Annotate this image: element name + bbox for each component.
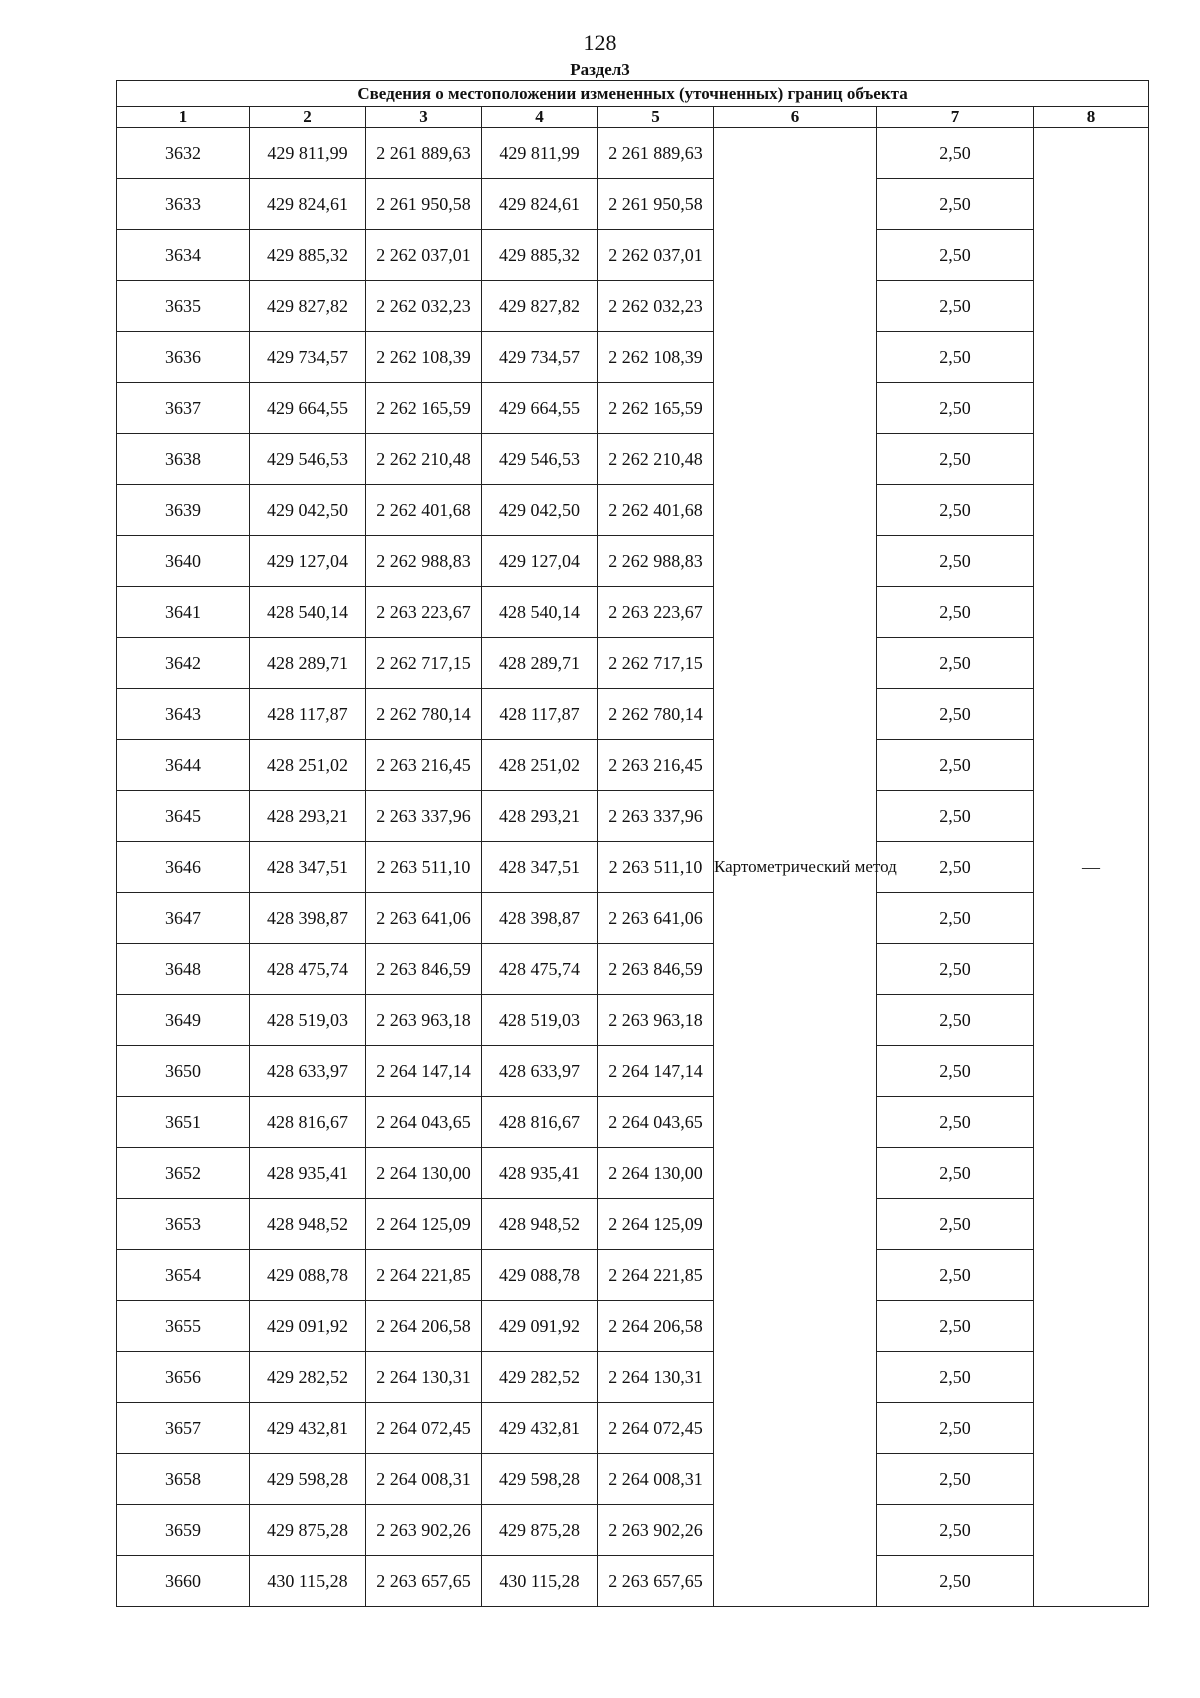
coordinate-cell: 428 475,74 [482, 944, 598, 995]
coordinate-cell: 429 875,28 [250, 1505, 366, 1556]
table-row [117, 842, 1149, 893]
coordinate-cell: 2 264 043,65 [366, 1097, 482, 1148]
point-number-cell: 3660 [117, 1556, 250, 1607]
coordinate-cell: 2 264 130,00 [598, 1148, 714, 1199]
table-row [117, 1301, 1149, 1352]
coordinate-cell: 429 127,04 [250, 536, 366, 587]
table-row [117, 1556, 1149, 1607]
point-number-cell: 3648 [117, 944, 250, 995]
coordinate-cell: 2 262 780,14 [598, 689, 714, 740]
accuracy-cell: 2,50 [877, 638, 1034, 689]
coordinate-cell: 429 598,28 [482, 1454, 598, 1505]
coordinate-cell: 428 935,41 [482, 1148, 598, 1199]
coordinate-cell: 2 262 032,23 [598, 281, 714, 332]
page-number: 128 [583, 30, 617, 55]
coordinate-cell: 429 091,92 [482, 1301, 598, 1352]
coordinate-cell: 429 827,82 [482, 281, 598, 332]
table-body [117, 128, 1149, 1607]
coordinate-cell: 2 264 043,65 [598, 1097, 714, 1148]
coordinate-cell: 2 263 846,59 [598, 944, 714, 995]
accuracy-cell: 2,50 [877, 1250, 1034, 1301]
table-row [117, 1454, 1149, 1505]
table-title: Сведения о местоположении измененных (уточненных) границ объекта [117, 81, 1149, 107]
coordinate-cell: 2 264 221,85 [598, 1250, 714, 1301]
coordinate-cell: 2 262 108,39 [366, 332, 482, 383]
point-number-cell: 3641 [117, 587, 250, 638]
coordinate-cell: 428 251,02 [482, 740, 598, 791]
coordinate-cell: 429 432,81 [250, 1403, 366, 1454]
coordinate-cell: 429 811,99 [250, 128, 366, 179]
coordinate-cell: 2 264 147,14 [366, 1046, 482, 1097]
point-number-cell: 3645 [117, 791, 250, 842]
coordinate-cell: 2 262 037,01 [366, 230, 482, 281]
table-row [117, 1046, 1149, 1097]
table-row [117, 230, 1149, 281]
coordinate-cell: 2 263 511,10 [366, 842, 482, 893]
point-number-cell: 3659 [117, 1505, 250, 1556]
point-number-cell: 3651 [117, 1097, 250, 1148]
coordinate-cell: 428 117,87 [250, 689, 366, 740]
point-number-cell: 3644 [117, 740, 250, 791]
table-row [117, 281, 1149, 332]
table-row [117, 128, 1149, 179]
coordinate-cell: 2 264 072,45 [366, 1403, 482, 1454]
table-row [117, 587, 1149, 638]
coordinate-cell: 2 263 902,26 [598, 1505, 714, 1556]
coordinate-cell: 429 824,61 [250, 179, 366, 230]
point-number-cell: 3657 [117, 1403, 250, 1454]
column-number: 7 [877, 107, 1034, 128]
coordinate-cell: 2 262 717,15 [366, 638, 482, 689]
table-row [117, 1403, 1149, 1454]
accuracy-cell: 2,50 [877, 332, 1034, 383]
accuracy-cell: 2,50 [877, 587, 1034, 638]
coordinate-cell: 2 262 717,15 [598, 638, 714, 689]
coordinate-cell: 428 948,52 [482, 1199, 598, 1250]
coordinate-cell: 2 264 221,85 [366, 1250, 482, 1301]
accuracy-cell: 2,50 [877, 1403, 1034, 1454]
column-number: 2 [250, 107, 366, 128]
point-number-cell: 3658 [117, 1454, 250, 1505]
coordinate-cell: 2 264 008,31 [598, 1454, 714, 1505]
coordinate-cell: 429 734,57 [250, 332, 366, 383]
coordinate-cell: 428 948,52 [250, 1199, 366, 1250]
coordinate-cell: 429 664,55 [482, 383, 598, 434]
coordinate-cell: 428 475,74 [250, 944, 366, 995]
coordinate-cell: 2 262 988,83 [366, 536, 482, 587]
point-number-cell: 3639 [117, 485, 250, 536]
table-row [117, 893, 1149, 944]
coordinate-cell: 2 261 950,58 [598, 179, 714, 230]
coordinate-cell: 429 824,61 [482, 179, 598, 230]
accuracy-cell: 2,50 [877, 485, 1034, 536]
coordinate-cell: 430 115,28 [482, 1556, 598, 1607]
point-number-cell: 3636 [117, 332, 250, 383]
coordinate-cell: 428 519,03 [482, 995, 598, 1046]
coordinate-cell: 429 811,99 [482, 128, 598, 179]
coordinate-cell: 2 262 401,68 [598, 485, 714, 536]
table-row [117, 383, 1149, 434]
coordinate-cell: 2 263 216,45 [366, 740, 482, 791]
accuracy-cell: 2,50 [877, 1046, 1034, 1097]
coordinate-cell: 429 091,92 [250, 1301, 366, 1352]
table-row [117, 1148, 1149, 1199]
point-number-cell: 3655 [117, 1301, 250, 1352]
coordinate-cell: 2 264 130,31 [366, 1352, 482, 1403]
coordinate-cell: 2 263 657,65 [366, 1556, 482, 1607]
boundary-coordinates-table [116, 80, 1149, 1607]
table-row [117, 332, 1149, 383]
coordinate-cell: 428 633,97 [482, 1046, 598, 1097]
coordinate-cell: 2 262 988,83 [598, 536, 714, 587]
point-number-cell: 3634 [117, 230, 250, 281]
coordinate-cell: 428 633,97 [250, 1046, 366, 1097]
coordinate-cell: 428 398,87 [482, 893, 598, 944]
coordinate-cell: 429 127,04 [482, 536, 598, 587]
coordinate-cell: 2 264 130,31 [598, 1352, 714, 1403]
point-number-cell: 3649 [117, 995, 250, 1046]
coordinate-cell: 429 088,78 [482, 1250, 598, 1301]
coordinate-cell: 429 282,52 [482, 1352, 598, 1403]
table-row [117, 944, 1149, 995]
coordinate-cell: 428 293,21 [482, 791, 598, 842]
accuracy-cell: 2,50 [877, 689, 1034, 740]
accuracy-cell: 2,50 [877, 842, 1034, 893]
method-cell: Картометрический метод [714, 128, 877, 1607]
point-number-cell: 3650 [117, 1046, 250, 1097]
column-number: 5 [598, 107, 714, 128]
coordinate-cell: 429 885,32 [250, 230, 366, 281]
accuracy-cell: 2,50 [877, 1454, 1034, 1505]
coordinate-cell: 428 816,67 [250, 1097, 366, 1148]
table-row [117, 1250, 1149, 1301]
coordinate-cell: 2 264 130,00 [366, 1148, 482, 1199]
table-row [117, 740, 1149, 791]
point-number-cell: 3646 [117, 842, 250, 893]
coordinate-cell: 2 263 641,06 [366, 893, 482, 944]
coordinate-cell: 2 264 008,31 [366, 1454, 482, 1505]
coordinate-cell: 429 042,50 [250, 485, 366, 536]
coordinate-cell: 429 598,28 [250, 1454, 366, 1505]
point-number-cell: 3652 [117, 1148, 250, 1199]
coordinate-cell: 2 261 889,63 [598, 128, 714, 179]
accuracy-cell: 2,50 [877, 536, 1034, 587]
coordinate-cell: 428 289,71 [250, 638, 366, 689]
coordinate-cell: 428 398,87 [250, 893, 366, 944]
table-row [117, 995, 1149, 1046]
coordinate-cell: 429 546,53 [482, 434, 598, 485]
coordinate-cell: 428 540,14 [482, 587, 598, 638]
accuracy-cell: 2,50 [877, 1199, 1034, 1250]
accuracy-cell: 2,50 [877, 1556, 1034, 1607]
coordinate-cell: 2 262 210,48 [598, 434, 714, 485]
coordinate-cell: 2 264 072,45 [598, 1403, 714, 1454]
accuracy-cell: 2,50 [877, 179, 1034, 230]
coordinate-cell: 2 264 206,58 [366, 1301, 482, 1352]
coordinate-cell: 2 264 147,14 [598, 1046, 714, 1097]
coordinate-cell: 2 263 641,06 [598, 893, 714, 944]
table-row [117, 434, 1149, 485]
point-number-cell: 3638 [117, 434, 250, 485]
coordinate-cell: 2 261 889,63 [366, 128, 482, 179]
table-row [117, 638, 1149, 689]
accuracy-cell: 2,50 [877, 1148, 1034, 1199]
column-number: 1 [117, 107, 250, 128]
table-row [117, 791, 1149, 842]
accuracy-cell: 2,50 [877, 1352, 1034, 1403]
point-number-cell: 3640 [117, 536, 250, 587]
point-number-cell: 3632 [117, 128, 250, 179]
accuracy-cell: 2,50 [877, 1301, 1034, 1352]
coordinate-cell: 2 263 337,96 [598, 791, 714, 842]
coordinate-cell: 2 263 902,26 [366, 1505, 482, 1556]
coordinate-cell: 2 263 216,45 [598, 740, 714, 791]
coordinate-cell: 428 117,87 [482, 689, 598, 740]
column-8-cell: — [1034, 128, 1149, 1607]
point-number-cell: 3656 [117, 1352, 250, 1403]
coordinate-cell: 429 734,57 [482, 332, 598, 383]
coordinate-cell: 429 827,82 [250, 281, 366, 332]
coordinate-cell: 428 935,41 [250, 1148, 366, 1199]
coordinate-cell: 2 264 206,58 [598, 1301, 714, 1352]
column-number: 3 [366, 107, 482, 128]
accuracy-cell: 2,50 [877, 740, 1034, 791]
coordinate-cell: 2 263 337,96 [366, 791, 482, 842]
table-row [117, 179, 1149, 230]
coordinate-cell: 2 262 165,59 [366, 383, 482, 434]
point-number-cell: 3643 [117, 689, 250, 740]
coordinate-cell: 2 262 032,23 [366, 281, 482, 332]
table-row [117, 1097, 1149, 1148]
coordinate-cell: 2 264 125,09 [598, 1199, 714, 1250]
coordinate-cell: 2 263 657,65 [598, 1556, 714, 1607]
coordinate-cell: 428 293,21 [250, 791, 366, 842]
coordinate-cell: 428 347,51 [250, 842, 366, 893]
column-number: 4 [482, 107, 598, 128]
coordinate-cell: 429 875,28 [482, 1505, 598, 1556]
coordinate-cell: 2 261 950,58 [366, 179, 482, 230]
coordinate-cell: 429 546,53 [250, 434, 366, 485]
accuracy-cell: 2,50 [877, 1505, 1034, 1556]
accuracy-cell: 2,50 [877, 893, 1034, 944]
coordinate-cell: 2 263 963,18 [598, 995, 714, 1046]
table-row [117, 1352, 1149, 1403]
point-number-cell: 3642 [117, 638, 250, 689]
coordinate-cell: 2 263 223,67 [598, 587, 714, 638]
accuracy-cell: 2,50 [877, 230, 1034, 281]
coordinate-cell: 428 519,03 [250, 995, 366, 1046]
coordinate-cell: 2 262 165,59 [598, 383, 714, 434]
point-number-cell: 3637 [117, 383, 250, 434]
coordinate-cell: 428 347,51 [482, 842, 598, 893]
coordinate-cell: 429 664,55 [250, 383, 366, 434]
coordinate-cell: 430 115,28 [250, 1556, 366, 1607]
column-number: 8 [1034, 107, 1149, 128]
coordinate-cell: 429 088,78 [250, 1250, 366, 1301]
coordinate-cell: 429 282,52 [250, 1352, 366, 1403]
coordinate-cell: 2 262 780,14 [366, 689, 482, 740]
accuracy-cell: 2,50 [877, 791, 1034, 842]
coordinate-cell: 2 262 210,48 [366, 434, 482, 485]
coordinate-cell: 2 263 511,10 [598, 842, 714, 893]
coordinate-cell: 2 263 223,67 [366, 587, 482, 638]
table-row [117, 689, 1149, 740]
column-number: 6 [714, 107, 877, 128]
coordinate-cell: 2 262 108,39 [598, 332, 714, 383]
coordinate-cell: 428 251,02 [250, 740, 366, 791]
coordinate-cell: 2 262 037,01 [598, 230, 714, 281]
accuracy-cell: 2,50 [877, 128, 1034, 179]
coordinate-cell: 428 540,14 [250, 587, 366, 638]
table-row [117, 485, 1149, 536]
accuracy-cell: 2,50 [877, 944, 1034, 995]
coordinate-cell: 429 042,50 [482, 485, 598, 536]
accuracy-cell: 2,50 [877, 1097, 1034, 1148]
point-number-cell: 3653 [117, 1199, 250, 1250]
accuracy-cell: 2,50 [877, 434, 1034, 485]
coordinate-cell: 2 263 963,18 [366, 995, 482, 1046]
table-row [117, 536, 1149, 587]
coordinate-cell: 429 885,32 [482, 230, 598, 281]
accuracy-cell: 2,50 [877, 281, 1034, 332]
section-label: Раздел3 [570, 60, 630, 79]
point-number-cell: 3654 [117, 1250, 250, 1301]
table-row [117, 1505, 1149, 1556]
coordinate-cell: 428 289,71 [482, 638, 598, 689]
accuracy-cell: 2,50 [877, 995, 1034, 1046]
coordinate-cell: 2 264 125,09 [366, 1199, 482, 1250]
coordinate-cell: 428 816,67 [482, 1097, 598, 1148]
table-row [117, 1199, 1149, 1250]
point-number-cell: 3633 [117, 179, 250, 230]
point-number-cell: 3635 [117, 281, 250, 332]
coordinate-cell: 2 262 401,68 [366, 485, 482, 536]
accuracy-cell: 2,50 [877, 383, 1034, 434]
point-number-cell: 3647 [117, 893, 250, 944]
coordinate-cell: 2 263 846,59 [366, 944, 482, 995]
coordinate-cell: 429 432,81 [482, 1403, 598, 1454]
column-number-row [117, 107, 1149, 128]
